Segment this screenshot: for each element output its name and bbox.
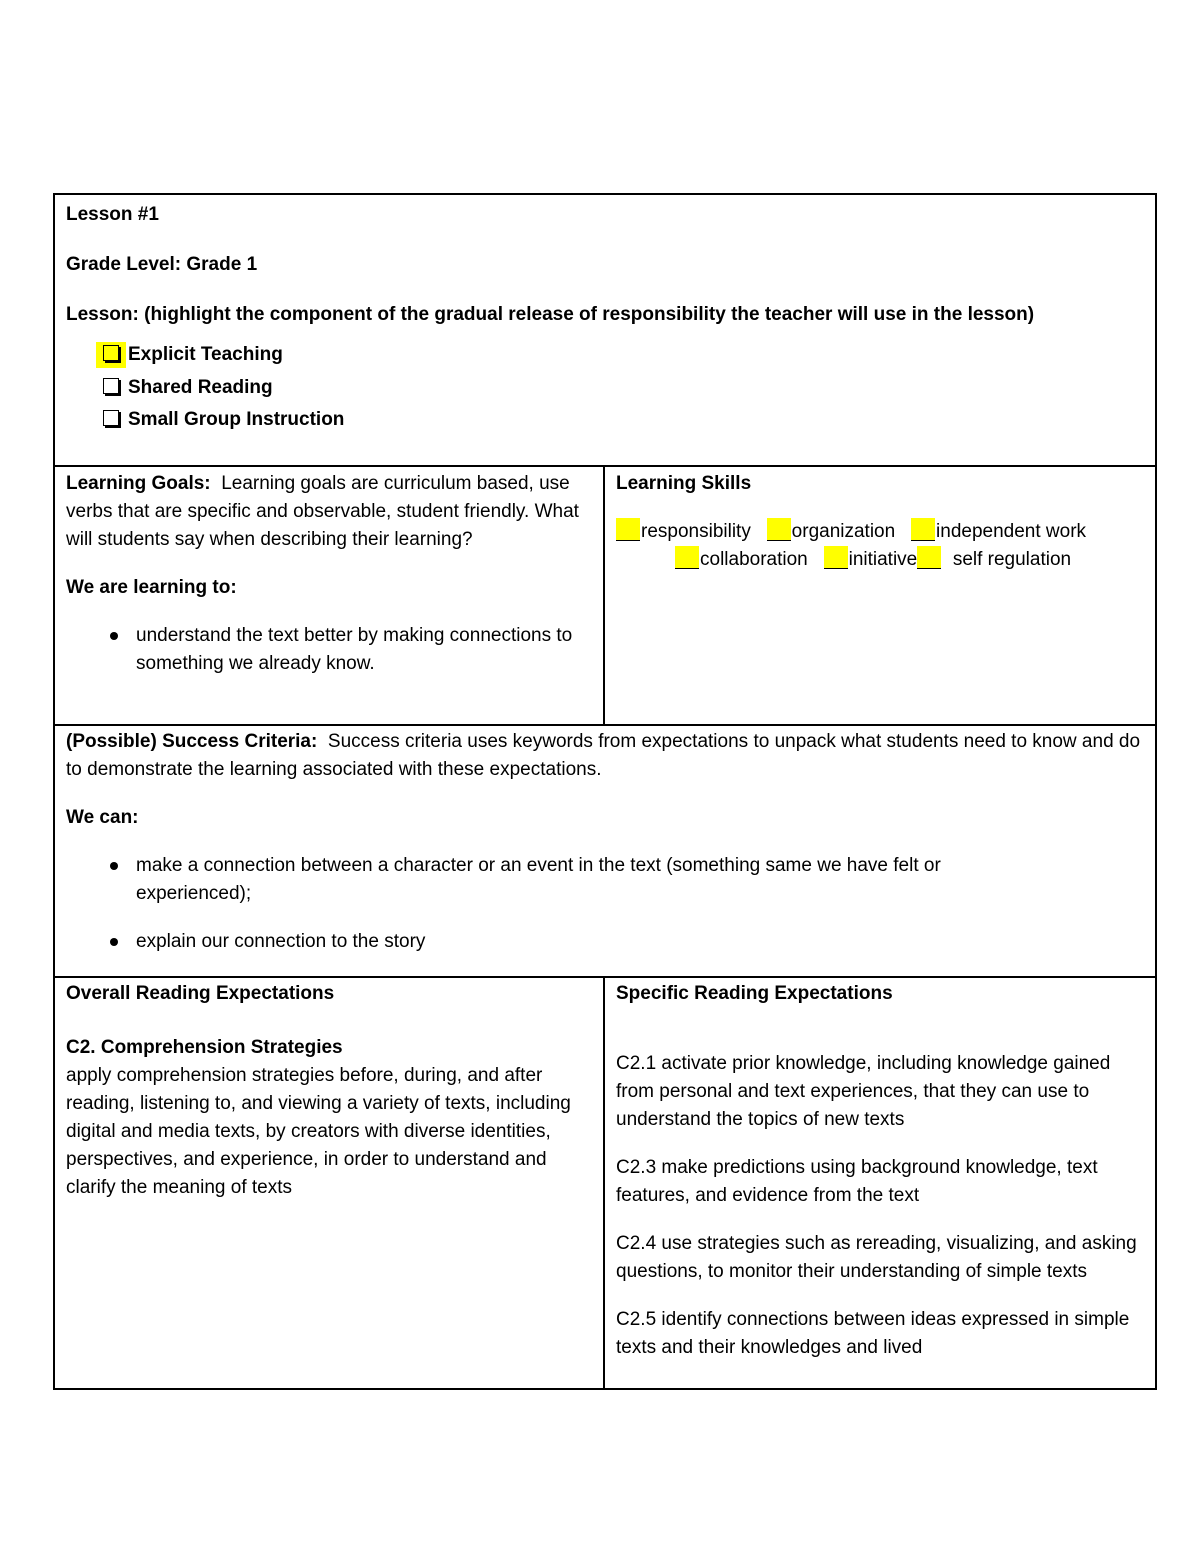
specific-expectation-item: C2.1 activate prior knowledge, including knowledge gained from personal and text experiences, that they can use to understand the topics of new texts [616,1053,1111,1130]
skill-blank[interactable] [616,518,640,541]
learning-goals-list [66,622,592,678]
success-criteria-heading: (Possible) Success Criteria: [66,731,318,752]
learning-goals-cell [55,467,605,724]
expectations-row [55,978,1155,1388]
checkbox-icon[interactable] [96,407,126,433]
success-criteria-intro: We can: [66,807,139,828]
specific-expectation-item: C2.3 make predictions using background knowledge, text features, and evidence from the text [616,1157,1098,1206]
lesson-header-row [55,195,1155,467]
lesson-header-cell [55,195,1155,465]
learning-goals-intro: We are learning to: [66,577,237,598]
learning-goals-heading: Learning Goals: [66,473,211,494]
goals-skills-row [55,467,1155,726]
skills-line-1 [616,518,1144,546]
specific-expectations-cell [605,978,1155,1388]
strand-text: apply comprehension strategies before, during, and after reading, listening to, and viewing a variety of texts, including digital and media texts, by creators with diverse identities, perspectives, and experience, in order to understand and clarify the meaning of texts [66,1065,571,1198]
learning-goals-description: Learning goals are curriculum based, use verbs that are specific and observable, student friendly. What will students say when describing their learning? [66,473,579,550]
grade-level: Grade Level: Grade 1 [66,254,258,275]
skill-blank[interactable] [917,546,941,569]
specific-expectation-item: C2.4 use strategies such as rereading, visualizing, and asking questions, to monitor their understanding of simple texts [616,1233,1137,1282]
skill-responsibility: responsibility [641,521,751,542]
success-criteria-list [66,852,1144,908]
skill-collaboration: collaboration [700,549,808,570]
overall-expectations-cell [55,978,605,1388]
component-explicit-teaching[interactable] [104,339,1144,372]
success-criteria-description: Success criteria uses keywords from expectations to unpack what students need to know and do to demonstrate the learning associated with these expectations. [66,731,1141,780]
skill-blank[interactable] [675,546,699,569]
lesson-prompt: Lesson: (highlight the component of the gradual release of responsibility the teacher will use in the lesson) [66,304,1035,325]
checkbox-icon[interactable] [96,375,126,401]
specific-expectation-item: C2.5 identify connections between ideas expressed in simple texts and their knowledges and lived [616,1309,1130,1358]
checkbox-icon[interactable] [96,342,126,368]
success-criteria-row [55,726,1155,978]
skills-line-2 [616,546,1144,574]
learning-skills-cell [605,467,1155,724]
skill-organization: organization [791,521,896,542]
component-label: Explicit Teaching [128,344,283,365]
skill-self-regulation: self regulation [952,549,1072,570]
component-label: Shared Reading [128,376,273,398]
skill-independent-work: independent work [936,521,1087,542]
component-shared-reading[interactable] [104,372,1144,405]
skill-initiative: initiative [848,549,918,570]
component-label: Small Group Instruction [128,409,345,430]
component-small-group[interactable] [104,404,1144,437]
list-item: understand the text better by making connections to something we already know. [108,622,592,678]
skill-blank[interactable] [911,518,935,541]
lesson-plan-table [53,193,1157,1390]
specific-expectations-heading: Specific Reading Expectations [616,983,893,1004]
skill-blank[interactable] [824,546,848,569]
learning-skills-heading: Learning Skills [616,473,752,494]
overall-expectations-heading: Overall Reading Expectations [66,983,335,1004]
strand-title: C2. Comprehension Strategies [66,1037,343,1058]
lesson-number: Lesson #1 [66,204,159,225]
release-component-list [66,339,1144,437]
list-item: make a connection between a character or an event in the text (something same we have felt or experienced); [108,852,1144,908]
list-item: explain our connection to the story [108,928,1144,956]
success-criteria-list-2 [66,928,1144,956]
skill-blank[interactable] [767,518,791,541]
success-criteria-cell [55,726,1155,976]
